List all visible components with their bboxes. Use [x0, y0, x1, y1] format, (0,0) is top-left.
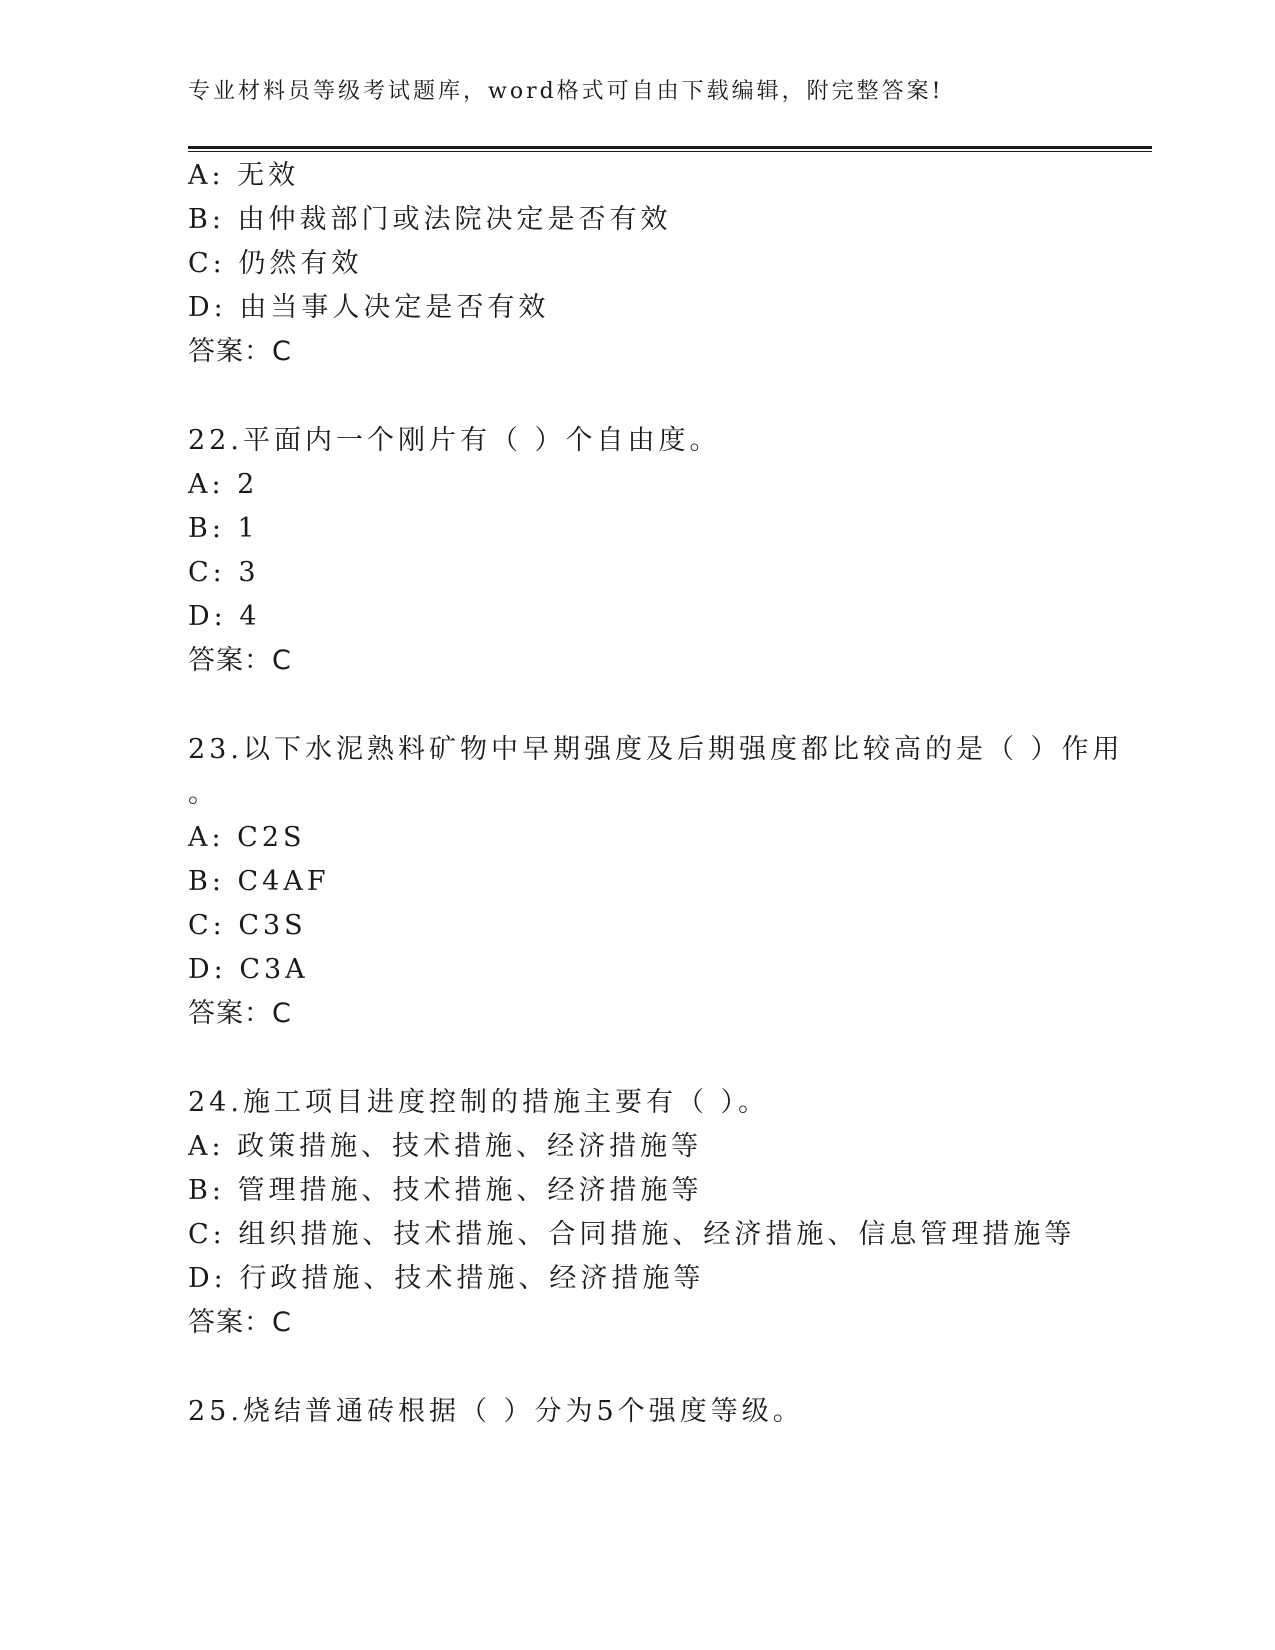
- q24-option-b: B: 管理措施、技术措施、经济措施等: [188, 1175, 703, 1206]
- q22-option-c: C: 3: [188, 557, 260, 588]
- q22-question: 22.平面内一个刚片有（ ）个自由度。: [188, 425, 721, 456]
- q23-option-d: D: C3A: [188, 954, 309, 985]
- page-header: 专业材料员等级考试题库，word格式可自由下载编辑，附完整答案!: [188, 79, 944, 104]
- q21-option-c: C: 仍然有效: [188, 248, 363, 279]
- q22-option-b: B: 1: [188, 513, 259, 544]
- q21-option-d: D: 由当事人决定是否有效: [188, 292, 550, 323]
- q23-option-b: B: C4AF: [188, 866, 330, 897]
- q23-question-line1: 23.以下水泥熟料矿物中早期强度及后期强度都比较高的是（ ）作用: [188, 734, 1124, 765]
- q25-question: 25.烧结普通砖根据（ ）分为5个强度等级。: [188, 1396, 804, 1427]
- q21-answer: 答案：C: [188, 336, 292, 367]
- header-rule-thin: [188, 151, 1152, 152]
- q21-option-a: A: 无效: [188, 160, 300, 191]
- q22-option-d: D: 4: [188, 601, 261, 632]
- q23-answer: 答案：C: [188, 998, 292, 1029]
- q23-option-a: A: C2S: [188, 822, 306, 853]
- q24-answer: 答案：C: [188, 1307, 292, 1338]
- q21-option-b: B: 由仲裁部门或法院决定是否有效: [188, 204, 672, 235]
- q22-answer: 答案：C: [188, 645, 292, 676]
- q23-option-c: C: C3S: [188, 910, 307, 941]
- q22-option-a: A: 2: [188, 469, 259, 500]
- q24-option-c: C: 组织措施、技术措施、合同措施、经济措施、信息管理措施等: [188, 1219, 1076, 1250]
- q24-option-d: D: 行政措施、技术措施、经济措施等: [188, 1263, 705, 1294]
- q24-question: 24.施工项目进度控制的措施主要有（ ）。: [188, 1087, 770, 1118]
- header-rule-thick: [188, 146, 1152, 149]
- q23-question-line2: 。: [188, 778, 219, 809]
- q24-option-a: A: 政策措施、技术措施、经济措施等: [188, 1131, 703, 1162]
